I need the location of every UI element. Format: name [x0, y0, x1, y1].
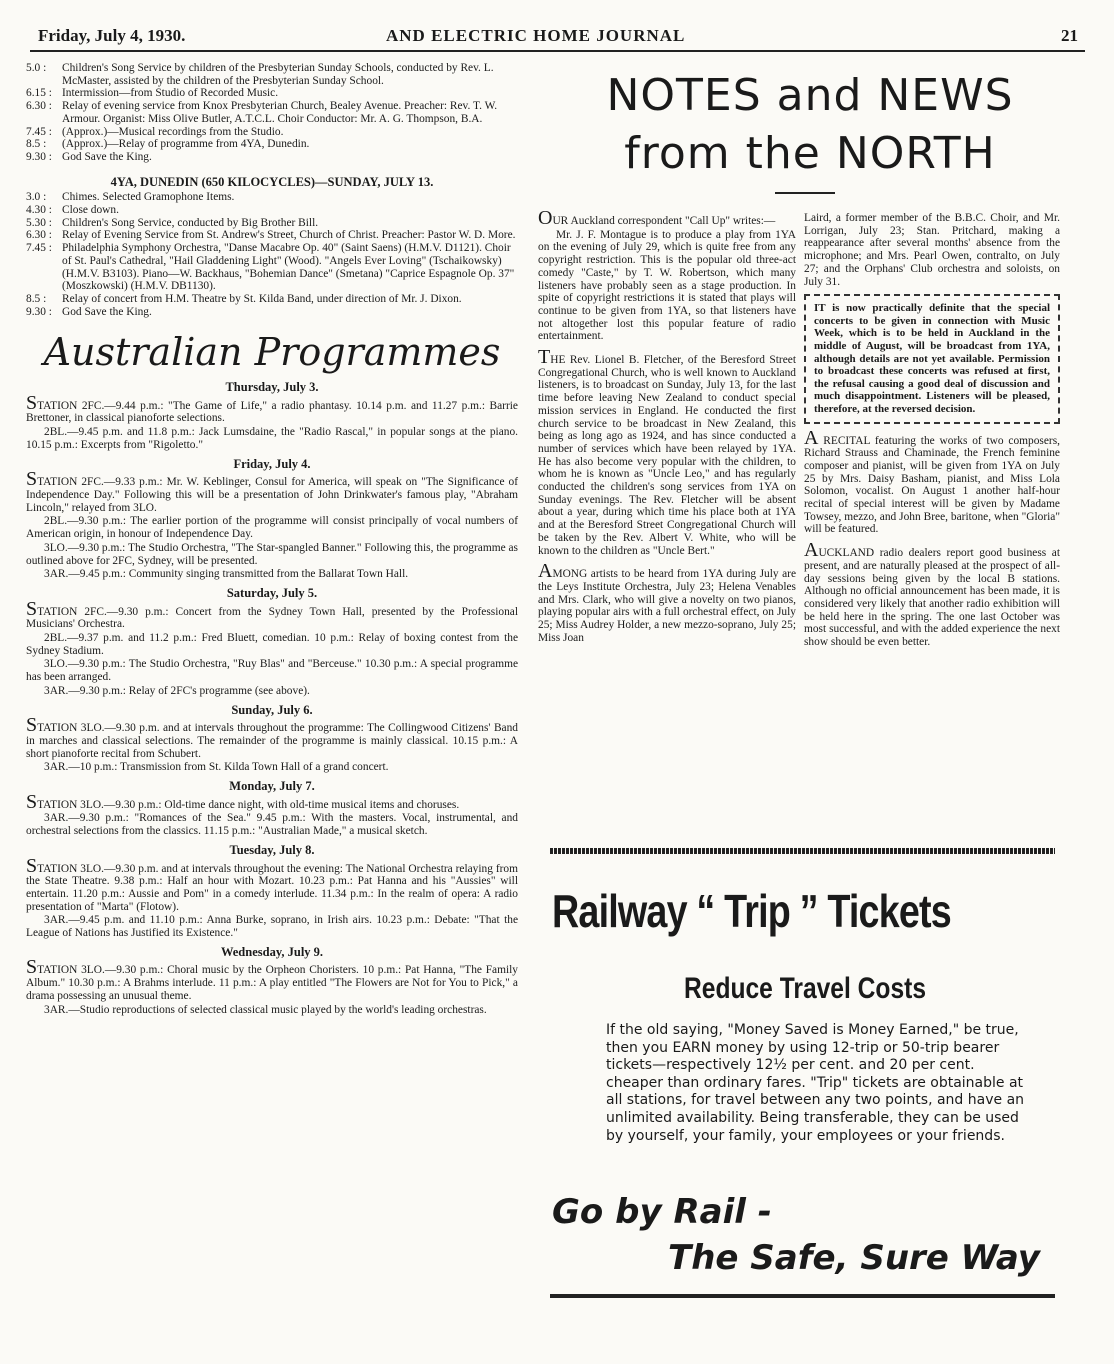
- day-heading: Sunday, July 6.: [231, 702, 313, 717]
- australian-programmes: [26, 381, 518, 1016]
- day-heading: Saturday, July 5.: [226, 585, 318, 600]
- notes-column-b: [804, 212, 1060, 650]
- page-header: [38, 26, 1078, 50]
- day-heading: Wednesday, July 9.: [220, 944, 324, 959]
- schedule-text: (Approx.)—Musical recordings from the Studio.: [62, 125, 284, 138]
- schedule-item: [26, 87, 518, 100]
- dunedin-schedule: [26, 191, 518, 318]
- issue-date: Friday, July 4, 1930.: [38, 26, 186, 45]
- programme-para: 3AR.—9.30 p.m.: Relay of 2FC's programme (see above).: [44, 684, 310, 697]
- schedule-item: [26, 151, 518, 164]
- header-rule: [30, 50, 1085, 52]
- journal-name: AND ELECTRIC HOME JOURNAL: [386, 26, 686, 45]
- programme-para: 2BL.—9.37 p.m. and 11.2 p.m.: Fred Bluett, comedian. 10 p.m.: Relay of boxing contest from the Sydney Stadium.: [26, 632, 518, 657]
- day-heading: Thursday, July 3.: [225, 380, 319, 395]
- notes-para: AUCKLAND radio dealers report good business at present, and are naturally pleased at the prospect of all-day sessions being given by the local B stations. Although no official announcement has been made, it is considered very likely that another radio exhibition will be held here in the spring. The one last October was most successful, and with the added experience the next show should be even better.: [804, 539, 1060, 649]
- schedule-text: Children's Song Service by children of the Presbyterian Sunday Schools, conducted by Rev. L. McMaster, assisted by the children of the Presbyterian Sunday School.: [62, 62, 494, 87]
- programme-para: STATION 2FC.—9.33 p.m.: Mr. W. Keblinger, Consul for America, will speak on "The Significance of Independence Day." Following this will be a presentation of John Drinkwater's famous play, "Abraham Lincoln," relayed from 3LO.: [26, 468, 518, 514]
- sunday-schedule: [26, 62, 518, 164]
- programme-para: 2BL.—9.30 p.m.: The earlier portion of the programme will consist principally of vocal numbers of American origin, in honour of Independence Day.: [26, 515, 518, 541]
- programme-para: STATION 3LO.—9.30 p.m.: Old-time dance night, with old-time musical items and choruses.: [26, 790, 460, 813]
- schedule-text: God Save the King.: [62, 305, 152, 318]
- day-heading: Tuesday, July 8.: [229, 842, 315, 857]
- schedule-time: 8.5 :: [26, 292, 47, 305]
- schedule-text: Children's Song Service, conducted by Big Brother Bill.: [62, 216, 319, 229]
- programme-para: STATION 2FC.—9.44 p.m.: "The Game of Life," a radio phantasy. 10.14 p.m. and 11.27 p.m.: Barrie Brettoner, in classical pianoforte selections.: [26, 391, 518, 425]
- schedule-time: 6.30 :: [26, 229, 52, 242]
- programme-para: 2BL.—9.45 p.m. and 11.8 p.m.: Jack Lumsdaine, the "Radio Rascal," in popular songs at the piano. 10.15 p.m.: Excerpts from "Rigoletto.": [26, 426, 518, 451]
- schedule-item: [26, 217, 518, 230]
- schedule-time: 6.15 :: [26, 87, 52, 100]
- schedule-item: [26, 229, 518, 242]
- programme-para: 3AR.—9.45 p.m. and 11.10 p.m.: Anna Burke, soprano, in Irish airs. 10.23 p.m.: Debate: "That the League of Nations has Justified its Existence.": [26, 914, 518, 940]
- day-heading: Monday, July 7.: [229, 779, 315, 794]
- schedule-item: [26, 100, 518, 125]
- programme-para: 3LO.—9.30 p.m.: The Studio Orchestra, "Ruy Blas" and "Berceuse." 10.30 p.m.: A special programme has been arranged.: [26, 658, 518, 684]
- schedule-item: [26, 62, 518, 87]
- programme-para: STATION 3LO.—9.30 p.m.: Choral music by the Orpheon Choristers. 10 p.m.: Pat Hanna, "The Family Album." 10.30 p.m.: A Brahms interlude. 11 p.m.: A play entitled "The Flowers are Not for You to Pick," a drama possessing an unusual theme.: [26, 956, 518, 1002]
- schedule-time: 9.30 :: [26, 305, 52, 318]
- notes-title-line1: NOTES and NEWS: [606, 70, 1014, 121]
- schedule-time: 7.45 :: [26, 242, 52, 255]
- ad-body: If the old saying, "Money Saved is Money Earned," be true, then you EARN money by using 12-trip or 50-trip bearer tickets—respectively 12½ per cent. and 20 per cent. cheaper than ordinary fares. "Trip" tickets are obtainable at all stations, for travel between any two points, and have an unlimited availability. Being transferable, they can be used by yourself, your family, your employees or your friends.: [606, 1022, 1025, 1144]
- left-column: [26, 62, 518, 1017]
- schedule-time: 8.5 :: [26, 138, 47, 151]
- schedule-time: 7.45 :: [26, 125, 52, 138]
- schedule-item: [26, 204, 518, 217]
- notes-para: Mr. J. F. Montague is to produce a play from 1YA on the evening of July 29, which is quite free from any copyright restriction. This is the popular old three-act comedy "Caste," by T. W. Robertson, which many listeners have probably seen as a stage production. In spite of copyright restrictions it is stated that plays will continue to be given from 1YA, so that listeners have not altogether lost this popular feature of radio entertainment.: [538, 228, 796, 343]
- programme-para: 3AR.—Studio reproductions of selected classical music played by the world's leading orchestras.: [44, 1003, 487, 1016]
- schedule-text: Relay of concert from H.M. Theatre by St. Kilda Band, under direction of Mr. J. Dixon.: [62, 292, 462, 305]
- ad-slogan-2: The Safe, Sure Way: [668, 1238, 1040, 1278]
- schedule-time: 4.30 :: [26, 204, 52, 217]
- page-number: 21: [1061, 26, 1078, 45]
- day-heading: Friday, July 4.: [233, 456, 311, 471]
- programme-para: STATION 3LO.—9.30 p.m. and at intervals throughout the evening: The National Orchestra relaying from the State Theatre. 9.38 p.m.: Half an hour with Mozart. 10.23 p.m.: Pat Hanna and his "Aussies" will entertain. 11.20 p.m.: Aussie and Pom" in a comedy interlude. 11.34 p.m.: In the realm of opera: A radio presentation of "Marta" (Flotow).: [26, 854, 518, 913]
- schedule-time: 9.30 :: [26, 150, 52, 163]
- programme-para: 3AR.—9.45 p.m.: Community singing transmitted from the Ballarat Town Hall.: [44, 568, 409, 581]
- schedule-item: [26, 191, 518, 204]
- programme-para: STATION 2FC.—9.30 p.m.: Concert from the Sydney Town Hall, presented by the Professional Musicians' Orchestra.: [26, 597, 518, 631]
- notes-title-line2: from the NORTH: [624, 128, 996, 179]
- schedule-time: 5.0 :: [26, 62, 47, 74]
- notes-para: Laird, a former member of the B.B.C. Choir, and Mr. Lorrigan, July 23; Stan. Pritchard, making a reappearance after several months' absence from the microphone; and Mrs. Pearl Owen, contralto, on July 27; and the Orphans' Club orchestra and soloists, on July 31.: [804, 212, 1060, 288]
- ad-subtitle: Reduce Travel Costs: [683, 972, 927, 1005]
- programme-para: 3LO.—9.30 p.m.: The Studio Orchestra, "The Star-spangled Banner." Following this, the programme as outlined above for 2FC, Sydney, will be presented.: [26, 541, 518, 567]
- schedule-text: Relay of evening service from Knox Presbyterian Church, Bealey Avenue. Preacher: Rev. T. W. Armour. Organist: Miss Olive Butler, A.T.C.L. Choir Conductor: Mr. A. G. Thompson, B.A.: [62, 100, 498, 125]
- schedule-text: Relay of Evening Service from St. Andrew's Street, Church of Christ. Preacher: Pastor W. D. More.: [62, 229, 516, 242]
- schedule-time: 6.30 :: [26, 100, 52, 113]
- programme-para: 3AR.—10 p.m.: Transmission from St. Kilda Town Hall of a grand concert.: [44, 761, 389, 774]
- schedule-item: [26, 242, 518, 293]
- schedule-time: 5.30 :: [26, 216, 52, 229]
- schedule-text: Philadelphia Symphony Orchestra, "Danse Macabre Op. 40" (Saint Saens) (H.M.V. D1121). Choir of St. Paul's Cathedral, "Hail Gladdening Light" (Wood). "Angels Ever Loving" (Tschaikowsky) (H.M.V. B3103). Piano—W. Backhaus, "Bohemian Dance" (Smetana) "Caprice Espagnole Op. 37" (Moszkowski) (H.M.V. DB1130).: [62, 242, 515, 293]
- notes-title-rule: [775, 192, 835, 194]
- notes-para: THE Rev. Lionel B. Fletcher, of the Beresford Street Congregational Church, who is well known to Auckland listeners, is to broadcast on Sunday, July 13, for the last time before leaving New Zealand to conduct special mission services in England. He conducted the first church service to be broadcast in New Zealand, this being as long ago as 1924, and has since conducted a number of services which have been relayed by 1YA. He has also become very popular with the children, to whom he is known as "Uncle Leo," and has regularly conducted the children's song services from 1YA on Sunday evenings. The Rev. Fletcher will be absent about a year, during which time his place both at 1YA and at the Beresford Street Congregational Church will be taken by the Rev. Albert V. White, who will be known to the children as "Uncle Bert.": [538, 346, 796, 557]
- ad-title: Railway “ Trip ” Tickets: [552, 885, 951, 937]
- schedule-text: (Approx.)—Relay of programme from 4YA, Dunedin.: [62, 138, 310, 151]
- dunedin-heading: 4YA, DUNEDIN (650 KILOCYCLES)—SUNDAY, JULY 13.: [110, 174, 434, 189]
- notes-para: AMONG artists to be heard from 1YA during July are the Leys Institute Orchestra, July 23; Helena Venables and Mrs. Clark, who will give a novelty on two pianos, playing popular airs with a full orchestral effect, on July 25; Miss Audrey Holder, a new mezzo-soprano, July 25; Miss Joan: [538, 560, 796, 644]
- schedule-text: Close down.: [62, 204, 119, 217]
- ad-bottom-rule: [550, 1294, 1055, 1298]
- australian-title: Australian Programmes: [43, 330, 501, 375]
- programme-para: 3AR.—9.30 p.m.: "Romances of the Sea." 9.45 p.m.: With the masters. Vocal, instrumental, and orchestral selections from the classics. 11.15 p.m.: "Australian Made," a musical sketch.: [26, 812, 518, 838]
- notes-column-a: [538, 207, 796, 646]
- schedule-time: 3.0 :: [26, 191, 47, 204]
- ad-slogan-1: Go by Rail -: [552, 1192, 772, 1232]
- programme-para: STATION 3LO.—9.30 p.m. and at intervals throughout the programme: The Collingwood Citizens' Band in marches and classical selections. The remainder of the programme is mainly classical. 10.15 p.m.: A short pianoforte recital from Schubert.: [26, 714, 518, 760]
- schedule-text: Intermission—from Studio of Recorded Music.: [62, 87, 279, 100]
- ad-top-rule: [550, 848, 1055, 854]
- schedule-item: [26, 138, 518, 151]
- schedule-text: Chimes. Selected Gramophone Items.: [62, 191, 235, 204]
- schedule-item: [26, 126, 518, 139]
- notes-para: A RECITAL featuring the works of two composers, Richard Strauss and Chaminade, the French feminine composer and pianist, will be given from 1YA on July 25 by Mrs. Daisy Basham, pianist, and Miss Lola Solomon, vocalist. On August 1 another half-hour recital of special interest will be given by Madame Towsey, mezzo, and John Bree, baritone, when "Gloria" will be featured.: [804, 426, 1060, 536]
- schedule-item: [26, 306, 518, 319]
- music-week-box: IT is now practically definite that the special concerts to be given in connection with Music Week, which is to be held in Auckland in the middle of August, will be broadcast from 1YA, although details are not yet available. Permission to broadcast these concerts was refused at first, the refusal causing a good deal of discussion and much disappointment. Listeners will be pleased, therefore, at the reversed decision.: [804, 294, 1060, 423]
- schedule-item: [26, 293, 518, 306]
- notes-para: OUR Auckland correspondent "Call Up" writes:—: [538, 207, 776, 229]
- schedule-text: God Save the King.: [62, 150, 152, 163]
